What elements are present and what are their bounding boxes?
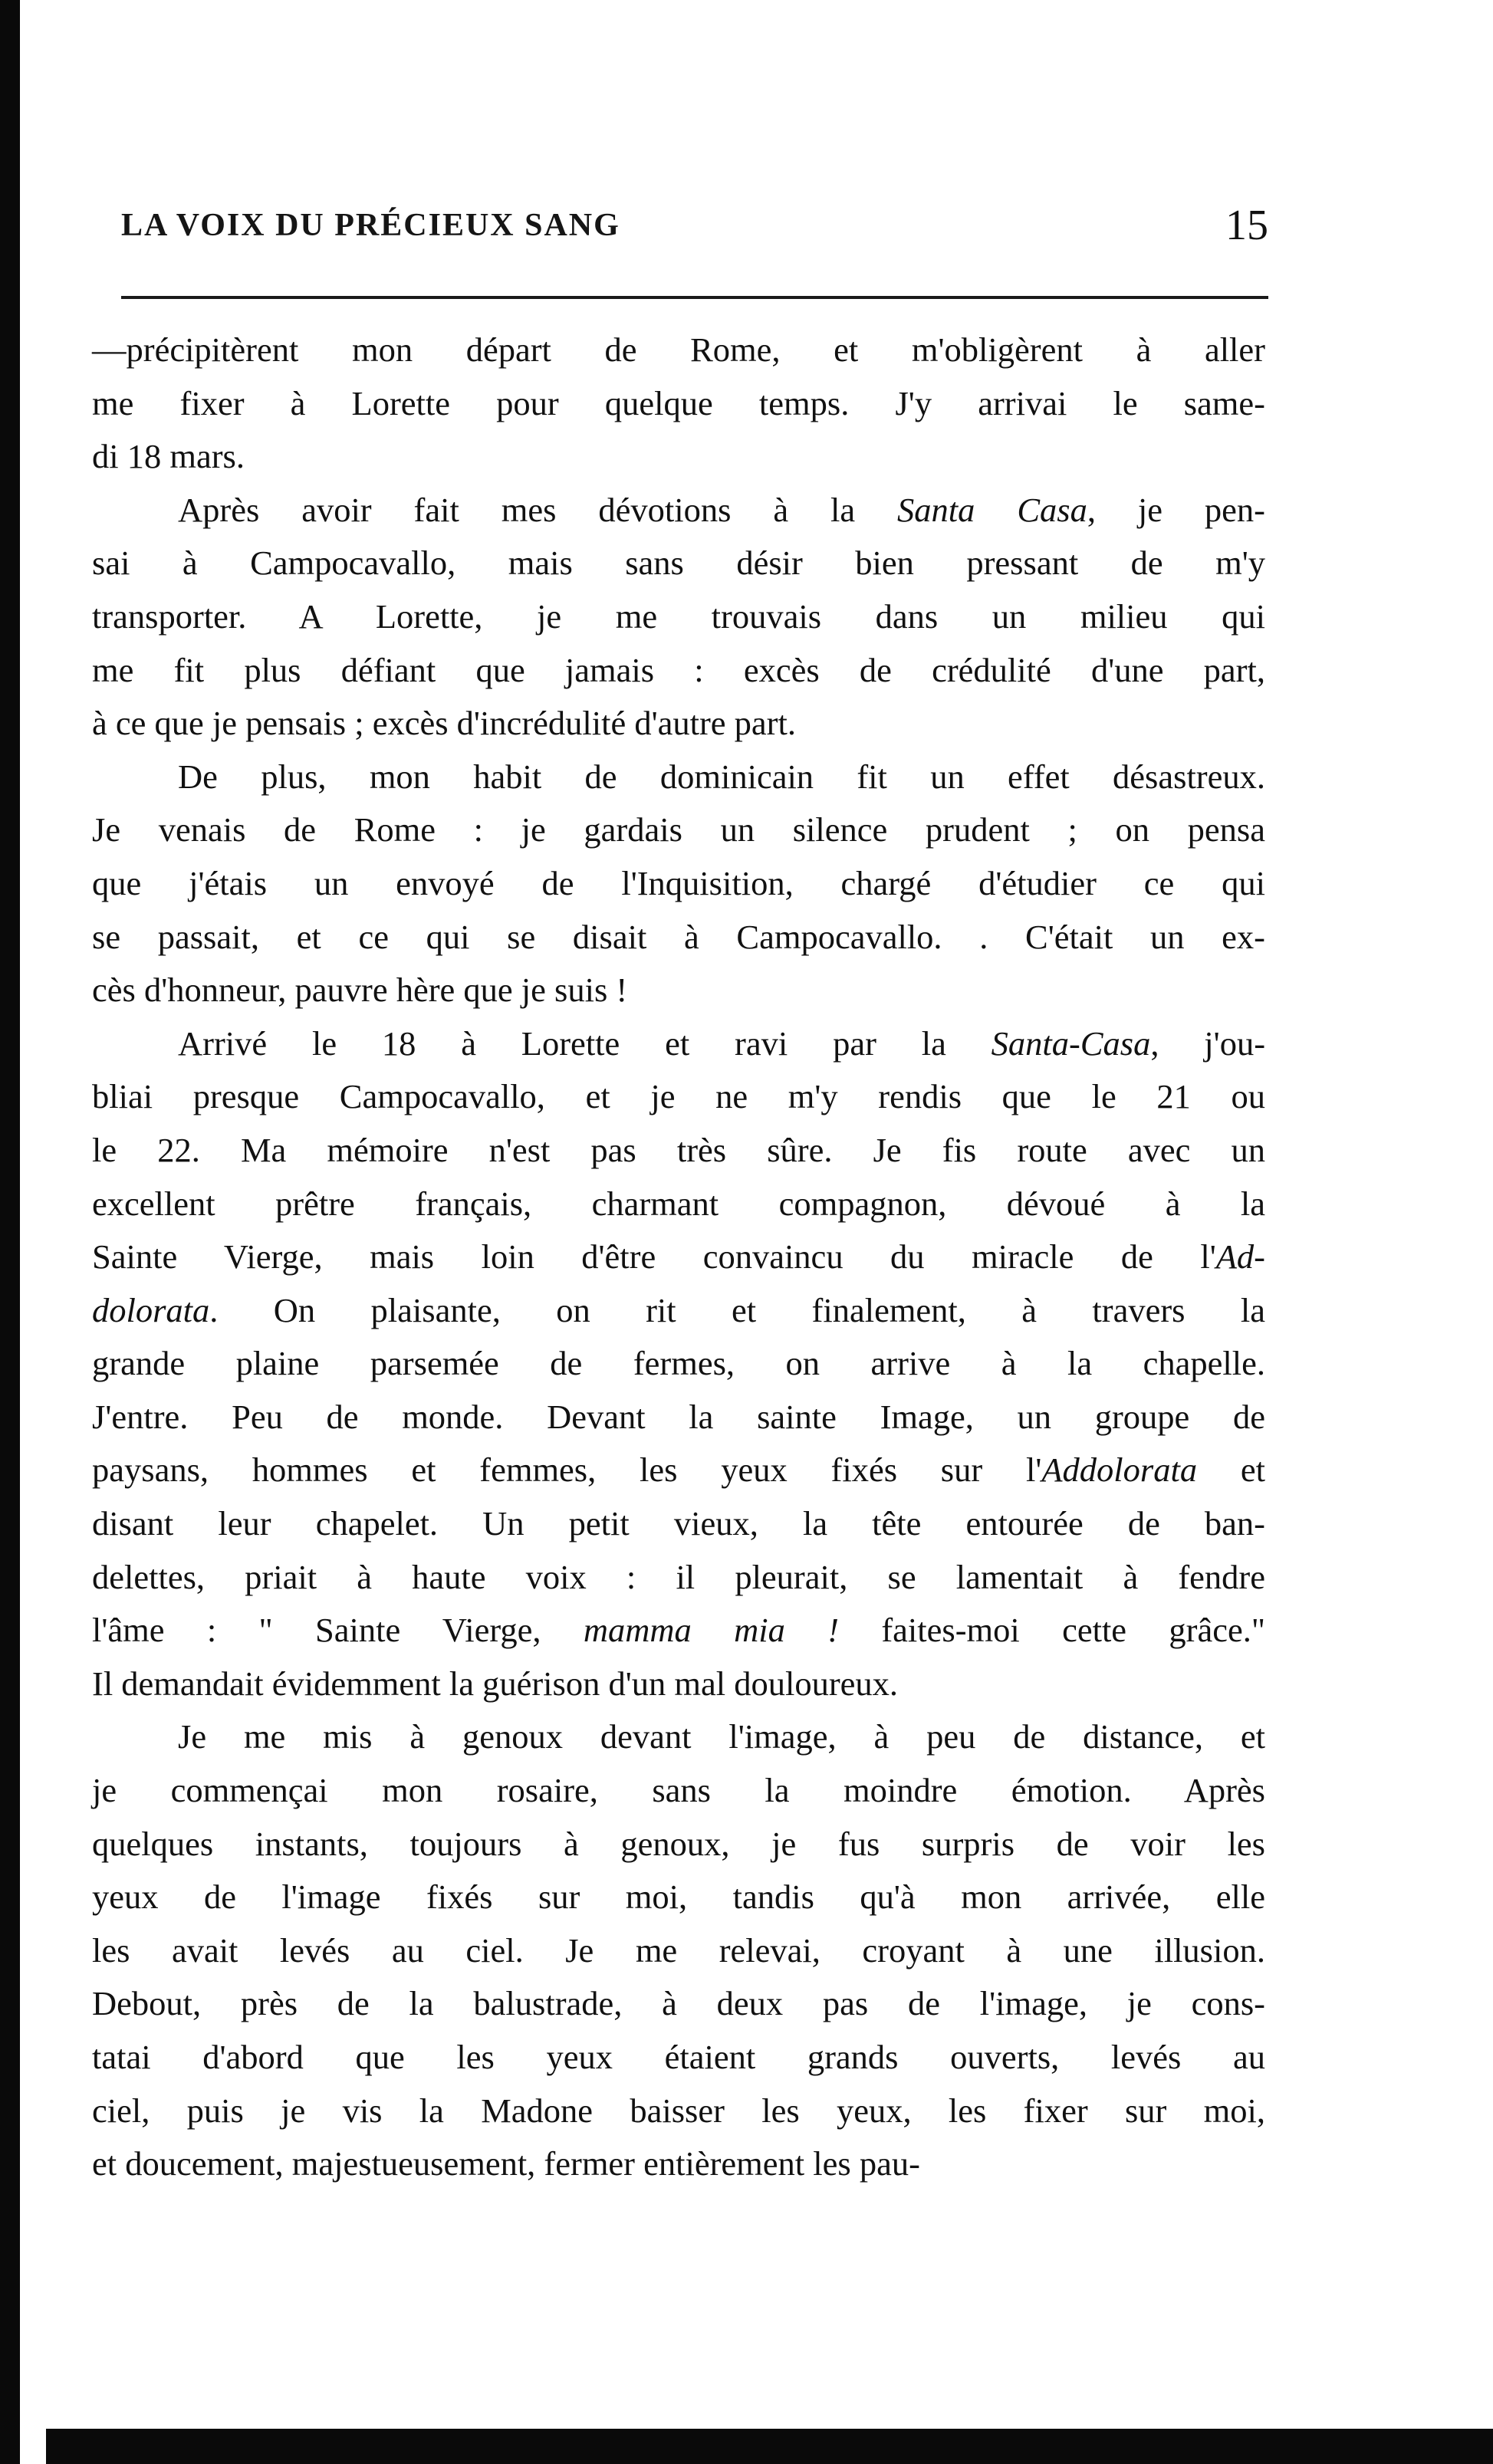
text-run: quelques instants, toujours à genoux, je fus surpris de voir les	[92, 1824, 1265, 1863]
text-run: tatai d'abord que les yeux étaient grands ouverts, levés au	[92, 2038, 1265, 2076]
text-run: Il demandait évidemment la guérison d'un mal douloureux.	[92, 1664, 899, 1703]
text-line	[92, 1124, 1265, 1178]
scan-left-edge-shadow	[0, 0, 20, 2464]
text-line	[92, 1497, 1265, 1551]
text-run: Après avoir fait mes dévotions à la	[178, 490, 898, 529]
text-line	[92, 2085, 1265, 2138]
text-run: excellent prêtre français, charmant compagnon, dévoué à la	[92, 1184, 1265, 1223]
page-header	[121, 201, 1268, 262]
text-run: De plus, mon habit de dominicain fit un effet désastreux.	[178, 757, 1265, 796]
text-line	[92, 803, 1265, 857]
text-run: me fit plus défiant que jamais : excès de crédulité d'une part,	[92, 650, 1265, 689]
paragraph	[92, 484, 1265, 751]
text-line	[92, 964, 1265, 1017]
text-line	[92, 1657, 1265, 1711]
text-line	[92, 2031, 1265, 2085]
text-line	[92, 1284, 1265, 1338]
text-line	[92, 430, 1265, 484]
text-line	[92, 1017, 1265, 1071]
text-line	[92, 1391, 1265, 1444]
text-run: le 22. Ma mémoire n'est pas très sûre. Je fis route avec un	[92, 1130, 1265, 1169]
text-line	[92, 377, 1265, 431]
text-run: , je pen-	[1087, 490, 1265, 529]
text-run: me fixer à Lorette pour quelque temps. J'y arrivai le same-	[92, 383, 1265, 422]
text-run: ciel, puis je vis la Madone baisser les yeux, les fixer sur moi,	[92, 2091, 1265, 2130]
text-line	[92, 1230, 1265, 1284]
text-run: . On plaisante, on rit et finalement, à travers la	[209, 1290, 1265, 1329]
text-run: , j'ou-	[1150, 1023, 1266, 1063]
text-run: à ce que je pensais ; excès d'incrédulité d'autre part.	[92, 704, 796, 743]
paragraph	[92, 751, 1265, 1017]
text-run: cès d'honneur, pauvre hère que je suis !	[92, 971, 628, 1010]
text-run: et doucement, majestueusement, fermer entièrement les pau-	[92, 2144, 920, 2183]
text-line	[92, 537, 1265, 590]
text-line	[92, 1818, 1265, 1871]
text-run: yeux de l'image fixés sur moi, tandis qu'à mon arrivée, elle	[92, 1878, 1265, 1917]
text-line	[92, 751, 1265, 804]
text-run: Arrivé le 18 à Lorette et ravi par la	[178, 1023, 991, 1063]
text-line	[92, 1337, 1265, 1391]
paragraph	[92, 1017, 1265, 1711]
text-line	[92, 644, 1265, 698]
text-line	[92, 697, 1265, 751]
italic-text: dolorata	[92, 1290, 210, 1329]
text-run: di 18 mars.	[92, 437, 245, 476]
header-rule	[121, 296, 1268, 299]
body-text	[92, 324, 1265, 2191]
text-run: et	[1197, 1450, 1265, 1490]
text-run: Je venais de Rome : je gardais un silence prudent ; on pensa	[92, 810, 1265, 849]
text-run: bliai presque Campocavallo, et je ne m'y rendis que le 21 ou	[92, 1077, 1265, 1116]
text-line	[92, 2137, 1265, 2191]
text-run: l'âme : " Sainte Vierge,	[92, 1611, 584, 1650]
text-run: transporter. A Lorette, je me trouvais dans un milieu qui	[92, 596, 1265, 636]
text-run: paysans, hommes et femmes, les yeux fixés sur l'	[92, 1450, 1042, 1490]
paragraph	[92, 1710, 1265, 2190]
text-run: Sainte Vierge, mais loin d'être convaincu du miracle de l'	[92, 1237, 1216, 1276]
italic-text: Santa-Casa	[991, 1023, 1151, 1063]
text-line	[92, 1977, 1265, 2031]
running-title: LA VOIX DU PRÉCIEUX SANG	[121, 208, 620, 243]
italic-text: Santa Casa	[897, 490, 1087, 529]
text-run: disant leur chapelet. Un petit vieux, la tête entourée de ban-	[92, 1504, 1265, 1543]
page-number: 15	[1225, 202, 1268, 249]
italic-text: mamma mia !	[583, 1611, 839, 1650]
scan-bottom-edge-shadow	[46, 2429, 1493, 2464]
text-run: Je me mis à genoux devant l'image, à peu de distance, et	[178, 1717, 1265, 1756]
text-line	[92, 1070, 1265, 1124]
text-run: je commençai mon rosaire, sans la moindre émotion. Après	[92, 1771, 1265, 1810]
text-line	[92, 1604, 1265, 1657]
italic-text: Ad-	[1215, 1237, 1265, 1276]
text-line	[92, 484, 1265, 537]
text-run: Debout, près de la balustrade, à deux pas de l'image, je cons-	[92, 1984, 1265, 2023]
text-line	[92, 1444, 1265, 1497]
text-run: grande plaine parsemée de fermes, on arrive à la chapelle.	[92, 1344, 1265, 1383]
text-line	[92, 324, 1265, 377]
text-line	[92, 1871, 1265, 1924]
text-run: se passait, et ce qui se disait à Campocavallo. . C'était un ex-	[92, 917, 1265, 956]
text-line	[92, 1178, 1265, 1231]
italic-text: Addolorata	[1041, 1450, 1198, 1490]
text-line	[92, 911, 1265, 964]
text-run: les avait levés au ciel. Je me relevai, croyant à une illusion.	[92, 1930, 1265, 1970]
text-run: delettes, priait à haute voix : il pleurait, se lamentait à fendre	[92, 1557, 1265, 1596]
text-run: faites-moi cette grâce."	[839, 1611, 1266, 1650]
text-run: J'entre. Peu de monde. Devant la sainte Image, un groupe de	[92, 1397, 1265, 1436]
text-run: —précipitèrent mon départ de Rome, et m'obligèrent à aller	[92, 330, 1265, 369]
text-line	[92, 857, 1265, 911]
text-line	[92, 1924, 1265, 1978]
text-line	[92, 1710, 1265, 1764]
paragraph	[92, 324, 1265, 484]
text-run: que j'étais un envoyé de l'Inquisition, chargé d'étudier ce qui	[92, 863, 1265, 902]
text-line	[92, 590, 1265, 644]
text-run: sai à Campocavallo, mais sans désir bien pressant de m'y	[92, 544, 1265, 583]
text-line	[92, 1551, 1265, 1605]
text-line	[92, 1764, 1265, 1818]
